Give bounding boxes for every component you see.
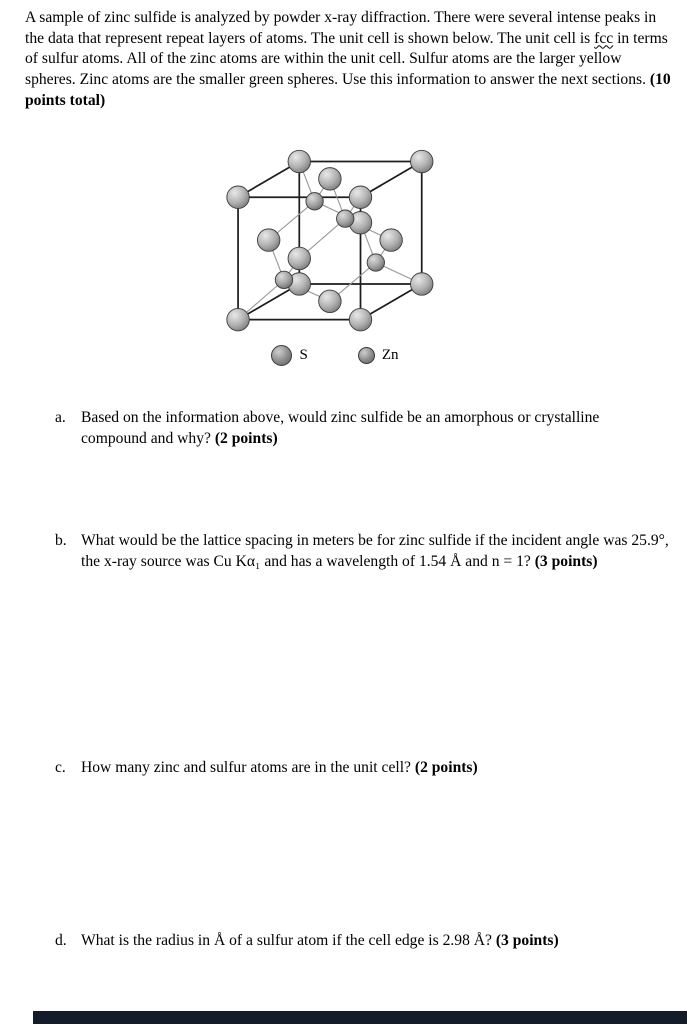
question-c [55,757,671,778]
question-c-points: (2 points) [414,759,478,776]
question-b-letter: b. [55,532,67,549]
intro-text-2: in terms of sulfur atoms. All of the zinc atoms are within the unit cell. Sulfur atoms are the larger yellow spheres. Zinc atoms are the smaller green spheres. Use this information to answer the next sections. [25,29,668,89]
zinc-label: Zn [381,347,399,363]
fcc-term: fcc [594,29,614,47]
question-c-body: How many zinc and sulfur atoms are in the unit cell? [81,759,415,776]
zinc-sphere-icon [358,347,375,364]
question-a-letter: a. [55,409,66,426]
intro-paragraph [25,8,673,112]
intro-points-total: (10 points total) [25,71,671,109]
question-d-letter: d. [55,932,67,949]
unit-cell-diagram [203,136,467,336]
question-b [55,530,669,572]
bottom-bar [33,1011,687,1024]
question-d-text [81,930,671,951]
zinc-atoms-front [275,210,354,289]
question-b-points: (3 points) [534,553,598,570]
intro-text-1: A sample of zinc sulfide is analyzed by powder x-ray diffraction. There were several intense peaks in the data that represent repeat layers of atoms. The unit cell is shown below. The unit cell is [25,9,657,47]
question-a-body: Based on the information above, would zinc sulfide be an amorphous or crystalline compound and why? [81,409,600,447]
question-b-text [81,530,669,572]
question-c-letter: c. [55,759,66,776]
question-d-points: (3 points) [495,932,559,949]
question-d-body: What is the radius in Å of a sulfur atom if the cell edge is 2.98 Å? [81,932,496,949]
question-a [55,407,626,449]
question-d [55,930,671,951]
legend [203,345,467,366]
legend-item-sulfur [271,345,307,366]
question-c-text [81,757,671,778]
sulfur-label: S [299,347,308,363]
sulfur-sphere-icon [271,345,292,366]
question-a-text [81,407,626,449]
unit-cell-figure [203,136,467,366]
legend-item-zinc [358,347,399,364]
question-a-points: (2 points) [214,430,278,447]
sulfur-atoms-mid [257,168,402,313]
question-b-body: What would be the lattice spacing in meters be for zinc sulfide if the incident angle was 25.9°, the x-ray source was Cu Kα₁ and has a wavelength of 1.54 Å and n = 1? [81,532,669,570]
